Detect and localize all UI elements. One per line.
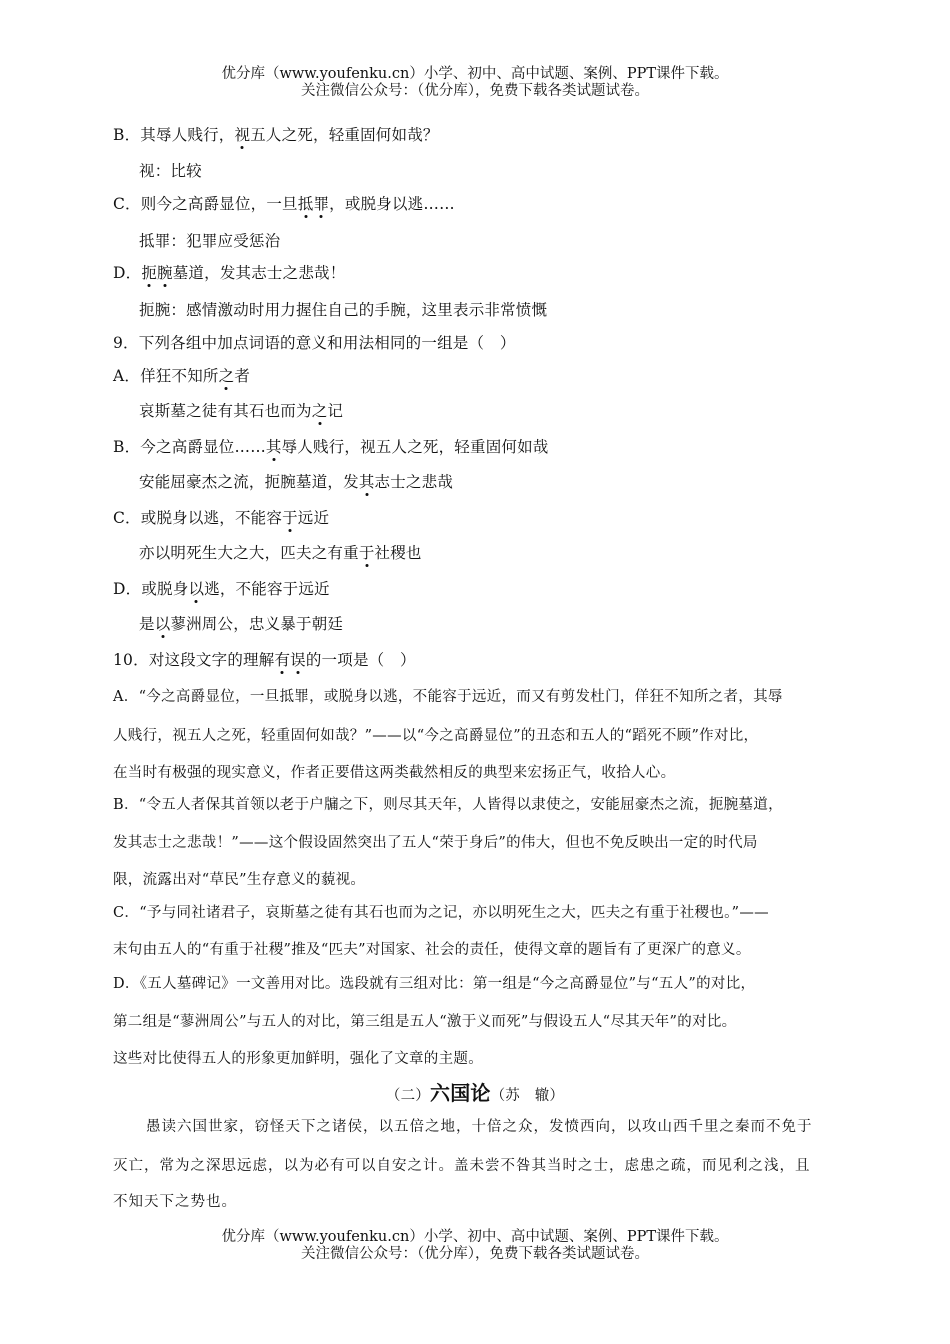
section-title [0, 1080, 950, 1109]
text: 墓道，发其志士之悲哉！ [172, 264, 346, 282]
text: 蓼洲周公，忠义暴于朝廷 [170, 615, 344, 633]
section-number: （二） [385, 1088, 430, 1104]
header-line-1: 优分库（www.youfenku.cn）小学、初中、高中试题、案例、PPT课件下载。 [221, 66, 729, 82]
q9-option-d1 [113, 579, 330, 599]
essay-paragraph-line: 愚读六国世家，窃怪天下之诸侯，以五倍之地，十倍之众，发愤西向，以攻山西千里之秦而不免于 [146, 1119, 813, 1135]
text: D．或脱身 [113, 580, 189, 598]
text: 远近 [297, 509, 330, 527]
page-footer [0, 1229, 950, 1263]
dotted-word: 腕 [157, 264, 173, 282]
dotted-word: 罪 [313, 195, 330, 213]
text: 的一项是（ ） [305, 651, 416, 669]
essay-paragraph-line: 灭亡，常为之深思远虑，以为必有可以自安之计。盖未尝不咎其当时之士，虑患之疏，而见利之浅，且 [113, 1158, 811, 1174]
text: 记 [327, 402, 344, 420]
q10-option-d-line: D．《五人墓碑记》一文善用对比。选段就有三组对比：第一组是“今之高爵显位”与“五人”的对比， [113, 976, 756, 992]
q10-option-c-line: 末句由五人的“有重于社稷”推及“匹夫”对国家、社会的责任，使得文章的题旨有了更深广的意义。 [113, 942, 751, 958]
text: 安能屈豪杰之流，扼腕墓道，发 [139, 473, 359, 491]
text: 逃，不能容于远近 [204, 580, 330, 598]
q8-option-d-note: 扼腕：感情激动时用力握住自己的手腕，这里表示非常愤慨 [139, 301, 548, 319]
q10-option-b-line: 限，流露出对“草民”生存意义的藐视。 [113, 872, 366, 888]
q10-option-c-line: C．“予与同社诸君子，哀斯墓之徒有其石也而为之记，亦以明死生之大，匹夫之有重于社稷也。”—— [113, 905, 769, 921]
text: 社稷也 [374, 544, 422, 562]
dotted-word: 视 [234, 126, 251, 144]
dotted-word: 扼 [141, 264, 158, 282]
essay-paragraph-line: 不知天下之势也。 [113, 1194, 237, 1210]
q8-option-b-note: 视：比较 [139, 162, 202, 180]
footer-line-2: 关注微信公众号：（优分库），免费下载各类试题试卷。 [301, 1246, 649, 1262]
text: ，或脱身以逃…… [329, 195, 455, 213]
essay-title: 六国论 [430, 1081, 491, 1105]
text: 志士之悲哉 [374, 473, 454, 491]
text: D． [113, 264, 142, 282]
q9-option-b1 [113, 437, 549, 457]
dotted-word: 以 [188, 580, 205, 598]
q10-stem [113, 650, 416, 670]
dotted-word: 之 [218, 367, 235, 385]
q10-option-b-line: B．“令五人者保其首领以老于户牖之下，则尽其天年，人皆得以隶使之，安能屈豪杰之流，扼腕墓道， [113, 797, 783, 813]
q9-option-c2 [139, 543, 422, 563]
dotted-word: 以 [154, 615, 171, 633]
dotted-word: 有 [274, 651, 291, 669]
essay-author: （苏 辙） [490, 1088, 565, 1104]
text: 是 [139, 615, 155, 633]
text: 辱人贱行，视五人之死，轻重固何如哉 [281, 438, 549, 456]
text: 者 [234, 367, 251, 385]
q9-option-a2 [139, 401, 343, 421]
text: C．或脱身以逃，不能容 [113, 509, 283, 527]
q9-option-c1 [113, 508, 329, 528]
footer-line-1: 优分库（www.youfenku.cn）小学、初中、高中试题、案例、PPT课件下载。 [221, 1229, 729, 1245]
q9-stem: 9．下列各组中加点词语的意义和用法相同的一组是（ ） [113, 334, 516, 352]
text: 五人之死，轻重固何如哉？ [250, 126, 439, 144]
page-header [0, 66, 950, 100]
text: C．则今之高爵显位，一旦 [113, 195, 298, 213]
text: 亦以明死生大之大，匹夫之有重 [139, 544, 359, 562]
q10-option-b-line: 发其志士之悲哉！”——这个假设固然突出了五人“荣于身后”的伟大，但也不免反映出一定的时代局 [113, 835, 758, 851]
q8-option-c [113, 194, 455, 214]
q9-option-d2 [139, 614, 343, 634]
text: B．今之高爵显位…… [113, 438, 266, 456]
text: B．其辱人贱行， [113, 126, 235, 144]
dotted-word: 其 [358, 473, 375, 491]
q8-option-b [113, 125, 439, 145]
dotted-word: 于 [282, 509, 298, 527]
q10-option-a-line: A．“今之高爵显位，一旦抵罪，或脱身以逃，不能容于远近，而又有剪发杜门，佯狂不知所之者，其辱 [113, 689, 783, 705]
text: 10．对这段文字的理解 [113, 651, 275, 669]
q8-option-c-note: 抵罪：犯罪应受惩治 [139, 232, 281, 250]
dotted-word: 其 [265, 438, 282, 456]
q9-option-a1 [113, 366, 250, 386]
q9-option-b2 [139, 472, 453, 492]
header-line-2: 关注微信公众号：（优分库），免费下载各类试题试卷。 [301, 83, 649, 99]
dotted-word: 误 [290, 651, 306, 669]
text: 哀斯墓之徒有其石也而为 [139, 402, 312, 420]
q10-option-d-line: 这些对比使得五人的形象更加鲜明，强化了文章的主题。 [113, 1051, 483, 1067]
dotted-word: 抵 [297, 195, 314, 213]
text: A．佯狂不知所 [113, 367, 219, 385]
dotted-word: 之 [311, 402, 328, 420]
q8-option-d [113, 263, 345, 283]
q10-option-a-line: 在当时有极强的现实意义，作者正要借这两类截然相反的典型来宏扬正气，收拾人心。 [113, 765, 676, 781]
q10-option-d-line: 第二组是“蓼洲周公”与五人的对比，第三组是五人“激于义而死”与假设五人“尽其天年”的对比。 [113, 1014, 737, 1030]
dotted-word: 于 [358, 544, 375, 562]
q10-option-a-line: 人贱行，视五人之死，轻重固何如哉？”——以“今之高爵显位”的丑态和五人的“蹈死不顾”作对比， [113, 728, 759, 744]
